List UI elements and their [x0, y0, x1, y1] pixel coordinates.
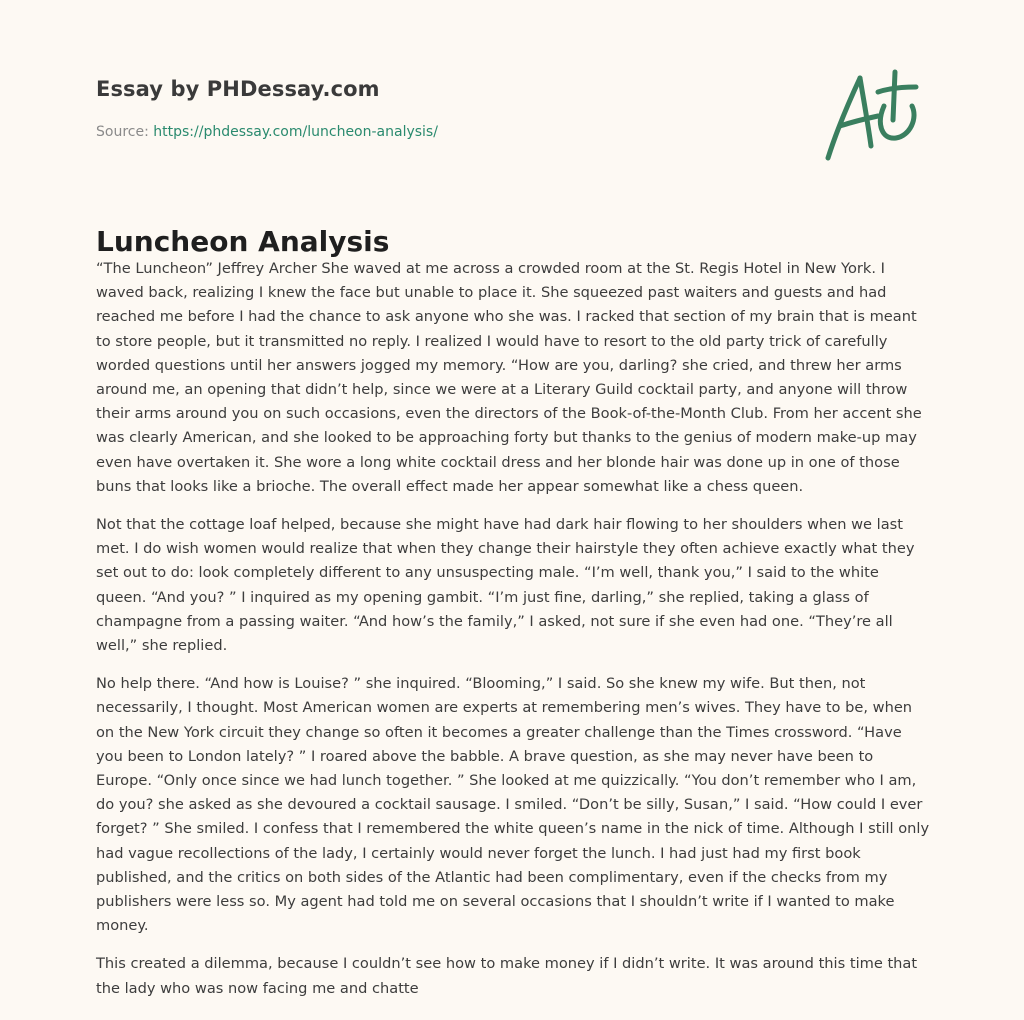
site-brand: Essay by PHDessay.com [96, 77, 380, 101]
essay-body [96, 257, 930, 1015]
a-plus-grade-logo-icon [818, 66, 930, 166]
source-line [96, 124, 438, 140]
source-label: Source: [96, 124, 154, 140]
essay-paragraph: This created a dilemma, because I couldn’t see how to make money if I didn’t write. It was around this time that the lady who was now facing me and chatte [96, 955, 918, 997]
essay-paragraph: Not that the cottage loaf helped, because she might have had dark hair flowing to her shoulders when we last met. I do wish women would realize that when they change their hairstyle they often achieve exactly what they set out to do: look completely different to any unsuspecting male. “I’m well, thank you,” I said to the white queen. “And you? ” I inquired as my opening gambit. “I’m just fine, darling,” she replied, taking a glass of champagne from a passing waiter. “And how’s the family,” I asked, not sure if she even had one. “They’re all well,” she replied. [96, 516, 915, 655]
essay-paragraph: No help there. “And how is Louise? ” she inquired. “Blooming,” I said. So she knew my wife. But then, not necessarily, I thought. Most American women are experts at remembering men’s wives. They have to be, when on the New York circuit they change so often it becomes a greater challenge than the Times crossword. “Have you been to London lately? ” I roared above the babble. A brave question, as she may never have been to Europe. “Only once since we had lunch together. ” She looked at me quizzically. “You don’t remember who I am, do you? she asked as she devoured a cocktail sausage. I smiled. “Don’t be silly, Susan,” I said. “How could I ever forget? ” She smiled. I confess that I remembered the white queen’s name in the nick of time. Although I still only had vague recollections of the lady, I certainly would never forget the lunch. I had just had my first book published, and the critics on both sides of the Atlantic had been complimentary, even if the checks from my publishers were less so. My agent had told me on several occasions that I shouldn’t write if I wanted to make money. [96, 675, 930, 935]
source-link[interactable]: https://phdessay.com/luncheon-analysis/ [153, 124, 438, 140]
essay-paragraph: “The Luncheon” Jeffrey Archer She waved at me across a crowded room at the St. Regis Hotel in New York. I waved back, realizing I knew the face but unable to place it. She squeezed past waiters and guests and had reached me before I had the chance to ask anyone who she was. I racked that section of my brain that is meant to store people, but it transmitted no reply. I realized I would have to resort to the old party trick of carefully worded questions until her answers jogged my memory. “How are you, darling? she cried, and threw her arms around me, an opening that didn’t help, since we were at a Literary Guild cocktail party, and anyone will throw their arms around you on such occasions, even the directors of the Book-of-the-Month Club. From her accent she was clearly American, and she looked to be approaching forty but thanks to the genius of modern make-up may even have overtaken it. She wore a long white cocktail dress and her blonde hair was done up in one of those buns that looks like a brioche. The overall effect made her appear somewhat like a chess queen. [96, 260, 922, 495]
page-title: Luncheon Analysis [96, 225, 390, 258]
